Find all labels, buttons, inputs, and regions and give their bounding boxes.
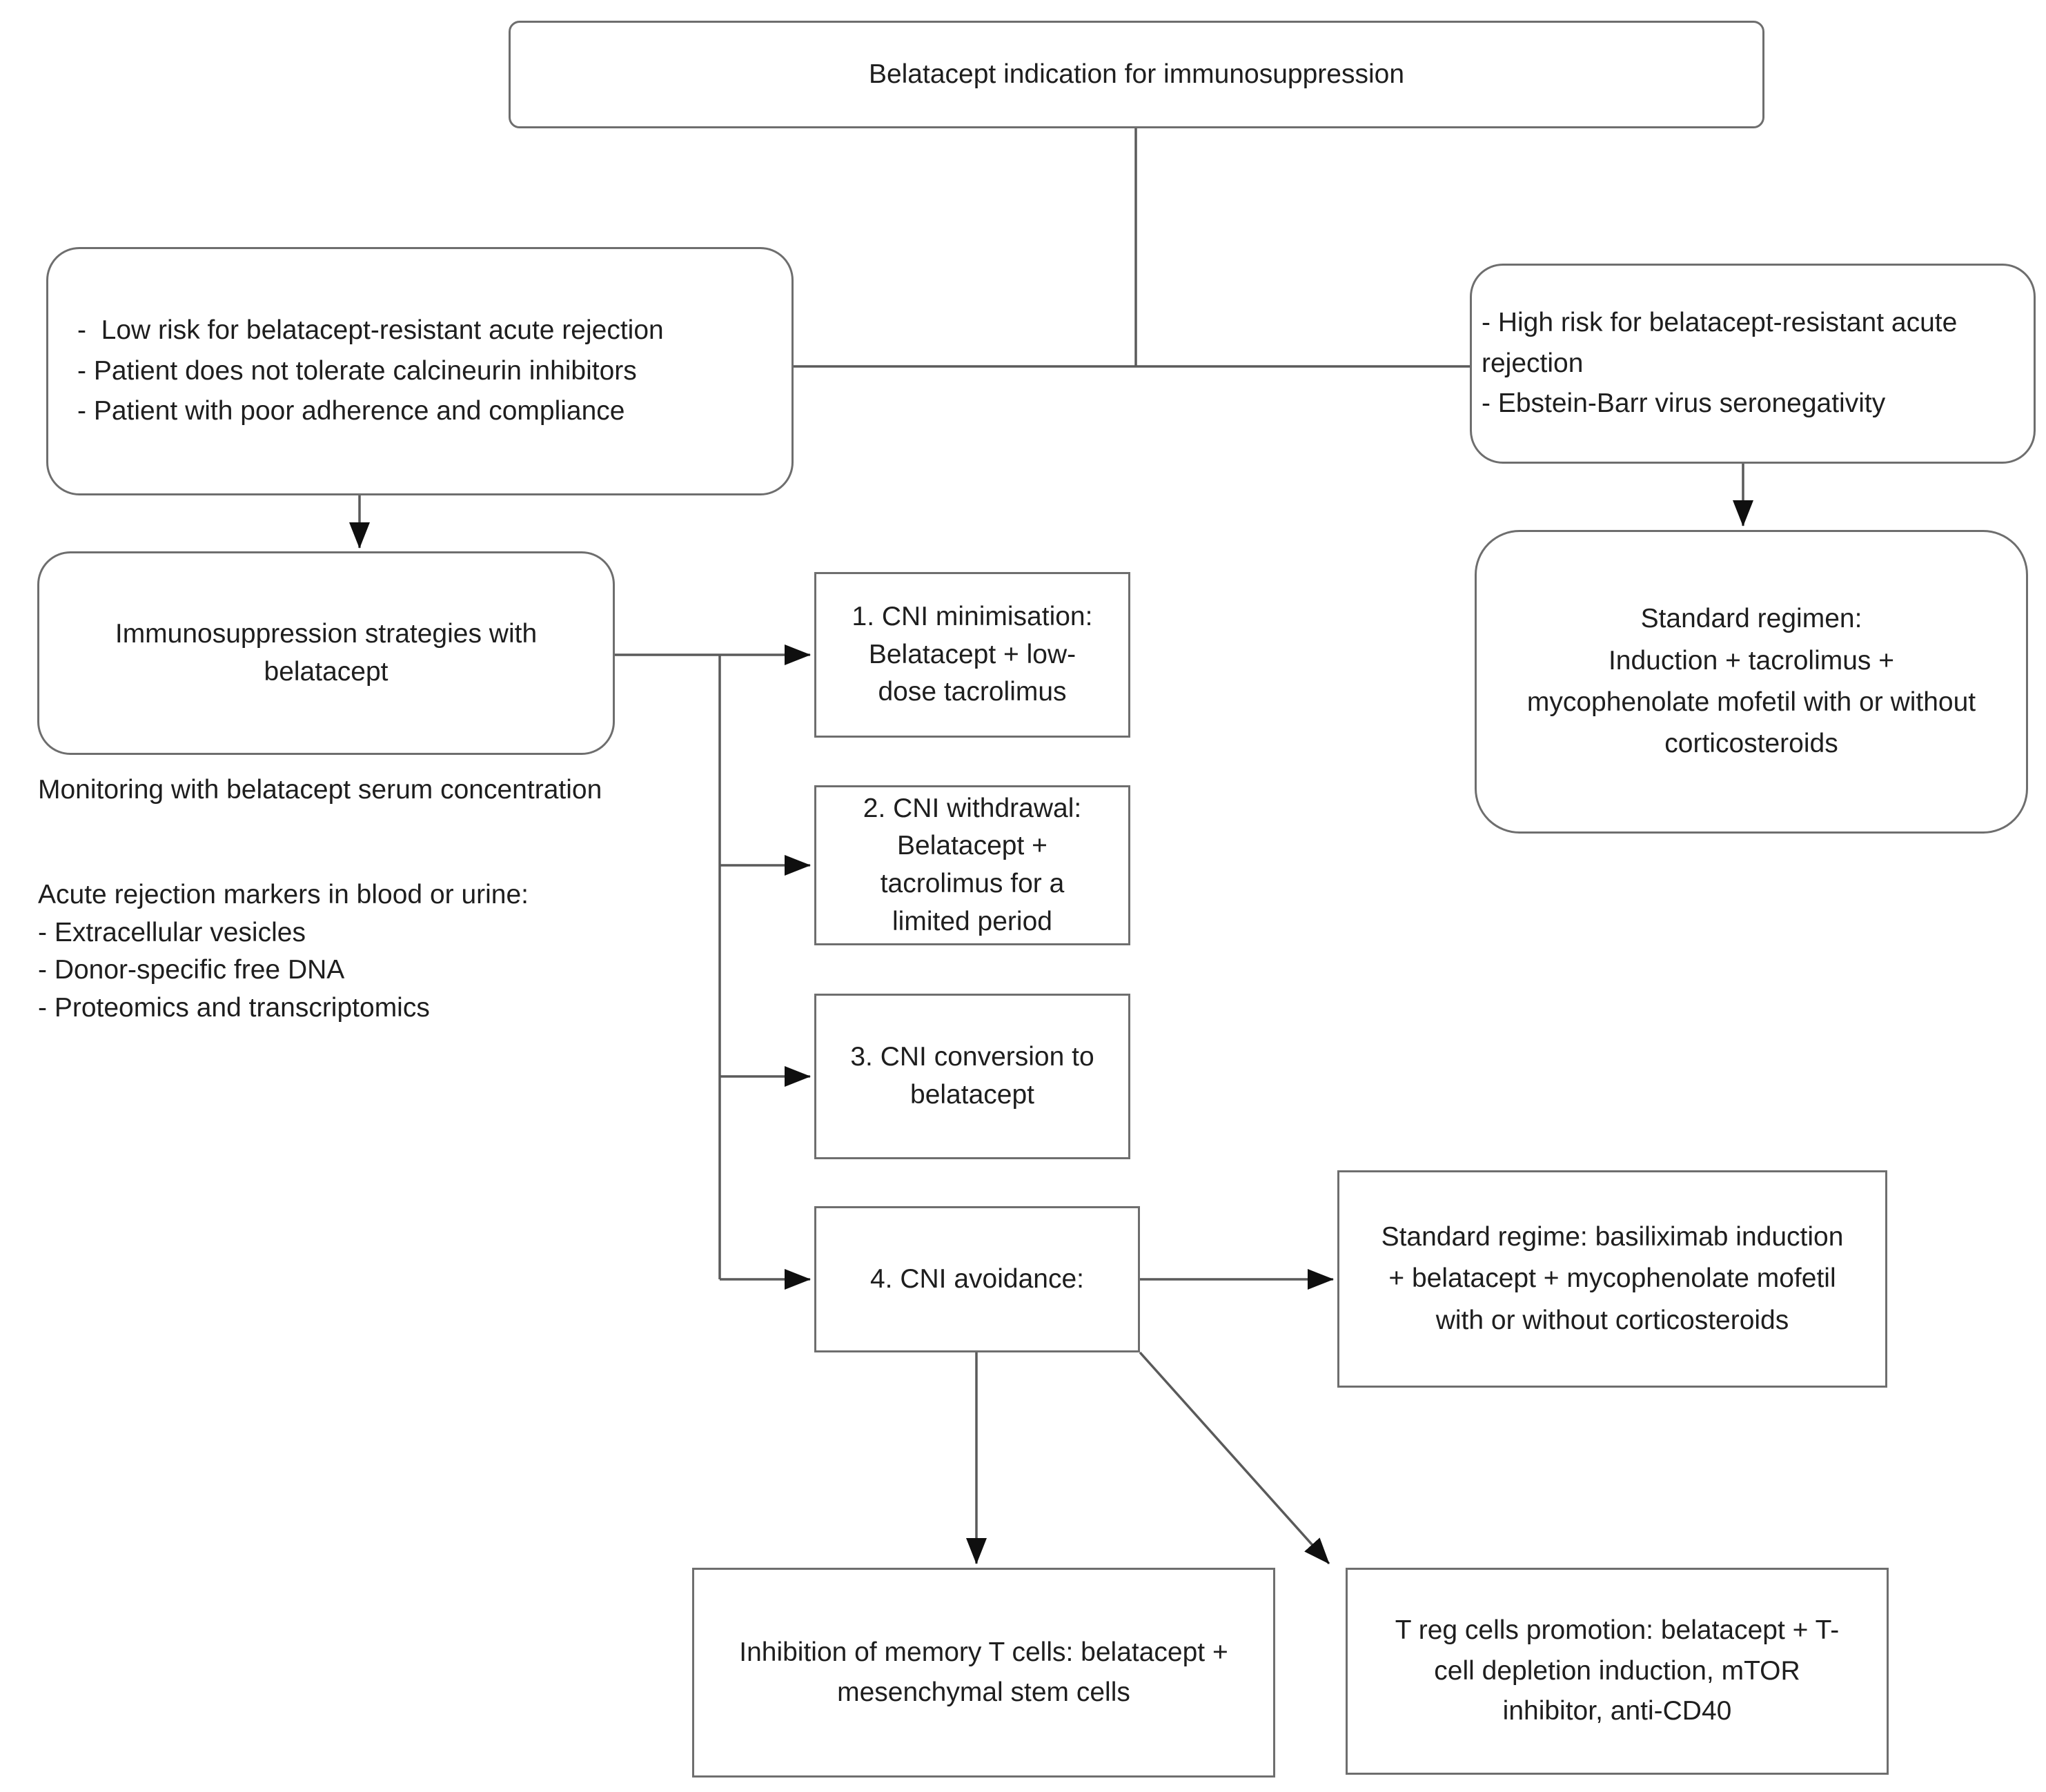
markers-note-line: - Donor-specific free DNA (38, 955, 345, 985)
memory-t-cells-box (692, 1568, 1275, 1778)
standard-regimen-line: mycophenolate mofetil with or without (1526, 687, 1976, 717)
cni-conversion-box (814, 994, 1130, 1159)
low-risk-line: - Patient with poor adherence and compliance (77, 396, 625, 426)
markers-note-line: Acute rejection markers in blood or urine: (38, 880, 529, 909)
title-box (509, 21, 1764, 128)
standard-regimen-line: corticosteroids (1664, 729, 1838, 759)
markers-note-line: - Proteomics and transcriptomics (38, 992, 430, 1023)
memory-t-line: mesenchymal stem cells (837, 1677, 1130, 1707)
cni-avoidance-box (814, 1206, 1140, 1352)
cni-3-line: 3. CNI conversion to (850, 1042, 1094, 1072)
cni-1-line: Belatacept + low- (868, 639, 1076, 669)
avoidance-standard-line: Standard regime: basiliximab induction (1381, 1221, 1844, 1252)
low-risk-line: - Patient does not tolerate calcineurin inhibitors (77, 355, 637, 386)
high-risk-line: - Ebstein-Barr virus seronegativity (1482, 388, 1886, 419)
treg-promotion-box (1346, 1568, 1889, 1775)
cni-3-line: belatacept (910, 1080, 1034, 1110)
cni-2-line: tacrolimus for a (880, 869, 1065, 898)
edge-cni4-to-treg (1140, 1352, 1329, 1564)
title-text: Belatacept indication for immunosuppression (868, 59, 1405, 89)
avoidance-standard-regime-box (1337, 1170, 1887, 1388)
strategies-line: Immunosuppression strategies with (115, 618, 538, 649)
low-risk-line: - Low risk for belatacept-resistant acute rejection (77, 315, 664, 346)
treg-line: inhibitor, anti-CD40 (1502, 1696, 1732, 1726)
standard-regimen-line: Induction + tacrolimus + (1608, 645, 1895, 676)
acute-rejection-markers-note (38, 876, 529, 1027)
monitoring-note-line: Monitoring with belatacept serum concentration (38, 775, 602, 805)
cni-2-line: 2. CNI withdrawal: (863, 793, 1082, 823)
strategies-line: belatacept (264, 656, 388, 687)
cni-1-line: dose tacrolimus (878, 677, 1067, 707)
high-risk-criteria-box (1470, 264, 2036, 464)
cni-2-line: Belatacept + (897, 831, 1047, 861)
standard-regimen-box (1475, 530, 2028, 834)
cni-2-line: limited period (892, 906, 1052, 936)
avoidance-standard-line: + belatacept + mycophenolate mofetil (1388, 1263, 1836, 1294)
high-risk-line: - High risk for belatacept-resistant acute rejection (1482, 308, 1958, 378)
low-risk-criteria-box (46, 247, 794, 495)
memory-t-line: Inhibition of memory T cells: belatacept + (739, 1637, 1228, 1667)
strategies-box (37, 551, 615, 755)
cni-4-line: 4. CNI avoidance: (869, 1263, 1084, 1294)
cni-1-line: 1. CNI minimisation: (852, 602, 1093, 632)
cni-withdrawal-box (814, 785, 1130, 945)
treg-line: T reg cells promotion: belatacept + T- (1395, 1615, 1840, 1646)
treg-line: cell depletion induction, mTOR (1434, 1655, 1800, 1686)
standard-regimen-line: Standard regimen: (1640, 604, 1862, 634)
cni-minimisation-box (814, 572, 1130, 738)
markers-note-line: - Extracellular vesicles (38, 917, 306, 947)
avoidance-standard-line: with or without corticosteroids (1435, 1305, 1789, 1335)
monitoring-note (38, 771, 602, 809)
